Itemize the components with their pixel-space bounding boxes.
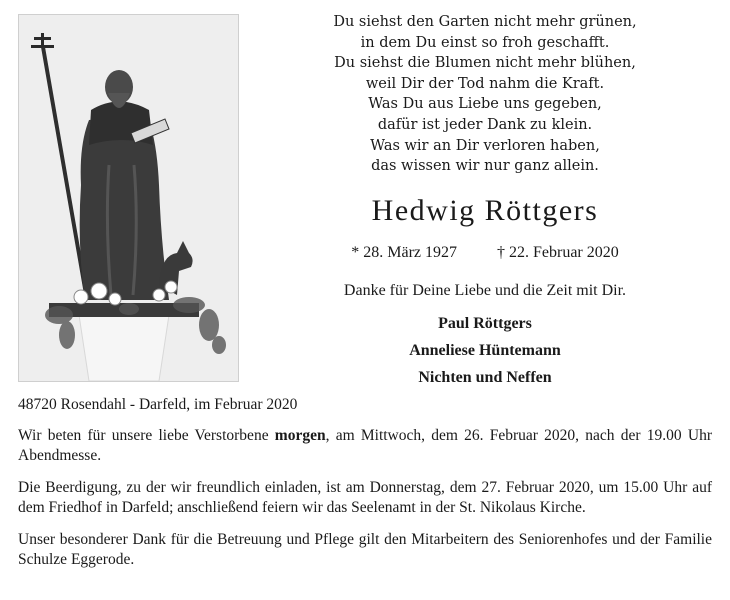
poem-line: Du siehst den Garten nicht mehr grünen, [333,14,637,30]
prayer-text-start: Wir beten für unsere liebe Verstorbene [18,426,275,444]
poem-line: das wissen wir nur ganz allein. [371,158,599,175]
mourners-list [255,310,715,391]
poem-line: Was wir an Dir verloren haben, [370,137,600,154]
life-dates [255,244,715,262]
statue-photo [18,14,239,382]
deceased-name: Hedwig Röttgers [371,194,599,227]
funeral-paragraph: Die Beerdigung, zu der wir freundlich einladen, ist am Donnerstag, dem 27. Februar 2020, um 15.00 Uhr auf dem Friedhof in Darfeld; anschließend feiern wir das Seelenamt in der St. Nikolaus Kirche. [18,478,712,516]
mourner-name: Paul Röttgers [438,315,532,332]
thanks-line: Danke für Deine Liebe und die Zeit mit Dir. [343,282,627,299]
death-date: † 22. Februar 2020 [497,244,619,261]
poem [255,12,715,177]
gratitude-paragraph: Unser besonderer Dank für die Betreuung und Pflege gilt den Mitarbeitern des Seniorenhofes und der Familie Schulze Eggerode. [18,530,712,568]
birth-date: * 28. März 1927 [351,244,457,261]
prayer-paragraph [18,426,712,467]
poem-line: in dem Du einst so froh geschafft. [360,34,610,51]
prayer-text-end: , am Mittwoch, dem 26. Februar 2020, nach der 19.00 Uhr Abendmesse. [18,426,712,464]
mourner-name: Nichten und Neffen [418,369,552,386]
poem-line: dafür ist jeder Dank zu klein. [377,116,593,133]
prayer-day-emphasis: morgen [274,426,326,444]
mourner-name: Anneliese Hüntemann [409,342,561,359]
poem-line: weil Dir der Tod nahm die Kraft. [365,75,605,92]
notice-text [18,395,712,582]
saint-statue-with-deer-icon [19,15,238,381]
place-date: 48720 Rosendahl - Darfeld, im Februar 2020 [18,396,298,413]
poem-line: Du siehst die Blumen nicht mehr blühen, [334,55,636,72]
poem-line: Was Du aus Liebe uns gegeben, [368,96,602,113]
